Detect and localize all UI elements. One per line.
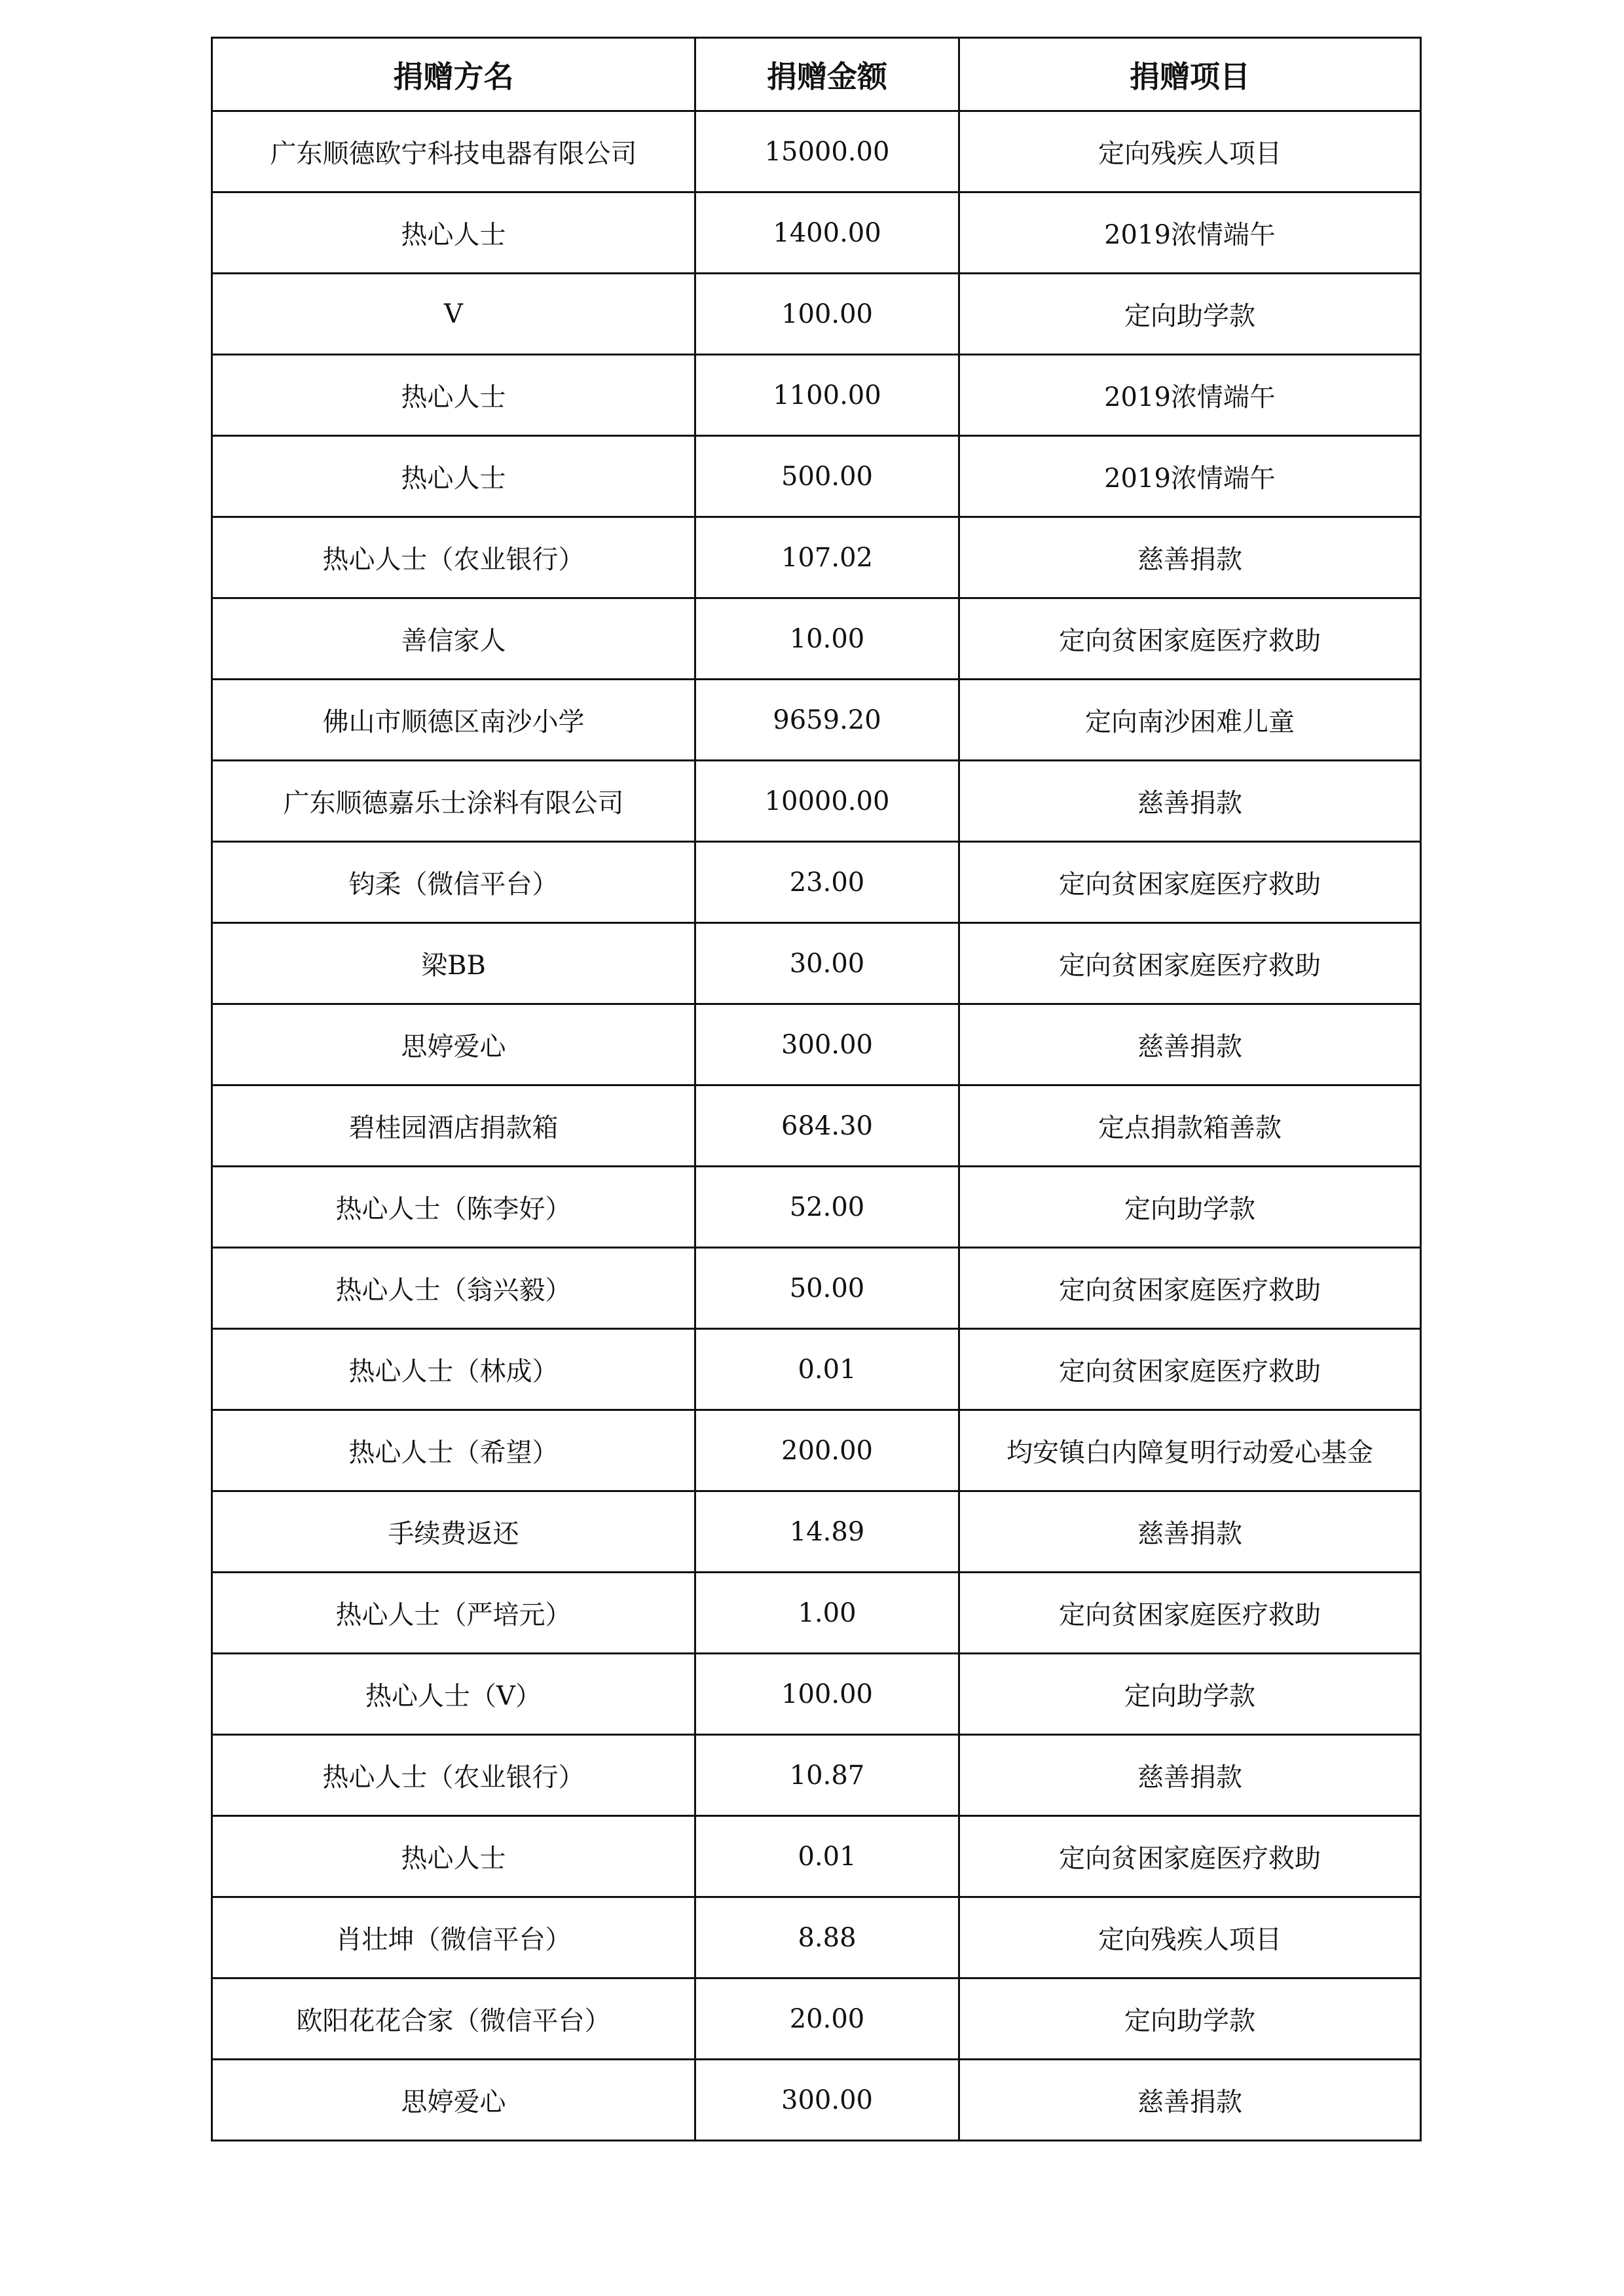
donor-name-cell: 手续费返还 [212,1491,695,1573]
donor-name-cell: 思婷爱心 [212,2060,695,2141]
table-row [212,355,1421,436]
donation-project-cell: 定向残疾人项目 [959,1897,1421,1978]
donor-name-cell: V [212,274,695,355]
table-row [212,1816,1421,1897]
donor-name-cell: 欧阳花花合家（微信平台） [212,1978,695,2060]
table-row [212,1004,1421,1085]
donor-name-cell: 热心人士（翁兴毅） [212,1248,695,1329]
table-row [212,1329,1421,1410]
donor-name-cell: 善信家人 [212,598,695,680]
donation-amount-cell: 684.30 [695,1085,959,1167]
table-row [212,274,1421,355]
donation-amount-cell: 8.88 [695,1897,959,1978]
donation-project-cell: 定向助学款 [959,1167,1421,1248]
donation-amount-cell: 100.00 [695,1654,959,1735]
donation-amount-cell: 20.00 [695,1978,959,2060]
table-row [212,1573,1421,1654]
table-row [212,1491,1421,1573]
donation-amount-cell: 300.00 [695,1004,959,1085]
donation-amount-cell: 50.00 [695,1248,959,1329]
table-body [212,111,1421,2141]
header-donation-project: 捐赠项目 [959,38,1421,111]
donation-amount-cell: 15000.00 [695,111,959,192]
donation-amount-cell: 23.00 [695,842,959,923]
donation-project-cell: 定点捐款箱善款 [959,1085,1421,1167]
donor-name-cell: 热心人士（农业银行） [212,1735,695,1816]
donation-project-cell: 定向贫困家庭医疗救助 [959,1329,1421,1410]
donation-project-cell: 定向贫困家庭医疗救助 [959,1573,1421,1654]
donation-amount-cell: 200.00 [695,1410,959,1491]
table-row [212,1410,1421,1491]
table-row [212,1167,1421,1248]
header-donation-amount: 捐赠金额 [695,38,959,111]
donation-project-cell: 定向残疾人项目 [959,111,1421,192]
table-row [212,2060,1421,2141]
donor-name-cell: 热心人士（农业银行） [212,517,695,598]
donation-project-cell: 定向贫困家庭医疗救助 [959,598,1421,680]
donation-project-cell: 定向助学款 [959,274,1421,355]
table-row [212,1735,1421,1816]
donor-name-cell: 热心人士（希望） [212,1410,695,1491]
table-row [212,1654,1421,1735]
table-row [212,1248,1421,1329]
donor-name-cell: 热心人士（严培元） [212,1573,695,1654]
table-row [212,842,1421,923]
donation-amount-cell: 10000.00 [695,761,959,842]
donation-amount-cell: 107.02 [695,517,959,598]
donation-project-cell: 慈善捐款 [959,517,1421,598]
donor-name-cell: 佛山市顺德区南沙小学 [212,680,695,761]
donation-amount-cell: 52.00 [695,1167,959,1248]
donation-amount-cell: 14.89 [695,1491,959,1573]
table-row [212,598,1421,680]
donation-amount-cell: 0.01 [695,1329,959,1410]
donation-amount-cell: 0.01 [695,1816,959,1897]
donation-project-cell: 定向助学款 [959,1654,1421,1735]
header-donor-name: 捐赠方名 [212,38,695,111]
table-row [212,1897,1421,1978]
donor-name-cell: 热心人士 [212,192,695,274]
donor-name-cell: 广东顺德嘉乐士涂料有限公司 [212,761,695,842]
donation-amount-cell: 30.00 [695,923,959,1004]
donation-project-cell: 2019浓情端午 [959,436,1421,517]
donation-amount-cell: 10.87 [695,1735,959,1816]
donor-name-cell: 肖壮坤（微信平台） [212,1897,695,1978]
donation-project-cell: 均安镇白内障复明行动爱心基金 [959,1410,1421,1491]
donation-amount-cell: 500.00 [695,436,959,517]
table-row [212,192,1421,274]
donation-amount-cell: 100.00 [695,274,959,355]
donor-name-cell: 碧桂园酒店捐款箱 [212,1085,695,1167]
donation-table [211,37,1422,2141]
donation-project-cell: 定向贫困家庭医疗救助 [959,842,1421,923]
donation-amount-cell: 9659.20 [695,680,959,761]
donation-project-cell: 定向贫困家庭医疗救助 [959,1248,1421,1329]
donor-name-cell: 热心人士 [212,436,695,517]
donor-name-cell: 热心人士（陈李好） [212,1167,695,1248]
donation-amount-cell: 1400.00 [695,192,959,274]
donor-name-cell: 热心人士（V） [212,1654,695,1735]
table-row [212,1978,1421,2060]
donation-project-cell: 慈善捐款 [959,761,1421,842]
donation-amount-cell: 10.00 [695,598,959,680]
donor-name-cell: 思婷爱心 [212,1004,695,1085]
donation-project-cell: 2019浓情端午 [959,192,1421,274]
donation-amount-cell: 1.00 [695,1573,959,1654]
table-header-row [212,38,1421,111]
donation-project-cell: 2019浓情端午 [959,355,1421,436]
donation-project-cell: 慈善捐款 [959,1004,1421,1085]
table-row [212,111,1421,192]
donor-name-cell: 热心人士 [212,355,695,436]
table-row [212,923,1421,1004]
table-row [212,761,1421,842]
table-row [212,1085,1421,1167]
donation-project-cell: 慈善捐款 [959,1735,1421,1816]
table-row [212,517,1421,598]
donor-name-cell: 梁BB [212,923,695,1004]
table-row [212,436,1421,517]
donation-amount-cell: 1100.00 [695,355,959,436]
donation-project-cell: 定向贫困家庭医疗救助 [959,923,1421,1004]
donation-project-cell: 定向贫困家庭医疗救助 [959,1816,1421,1897]
table-row [212,680,1421,761]
donation-project-cell: 慈善捐款 [959,2060,1421,2141]
donation-project-cell: 慈善捐款 [959,1491,1421,1573]
donation-amount-cell: 300.00 [695,2060,959,2141]
donor-name-cell: 钧柔（微信平台） [212,842,695,923]
donation-project-cell: 定向助学款 [959,1978,1421,2060]
donor-name-cell: 热心人士 [212,1816,695,1897]
donor-name-cell: 热心人士（林成） [212,1329,695,1410]
donation-project-cell: 定向南沙困难儿童 [959,680,1421,761]
donor-name-cell: 广东顺德欧宁科技电器有限公司 [212,111,695,192]
